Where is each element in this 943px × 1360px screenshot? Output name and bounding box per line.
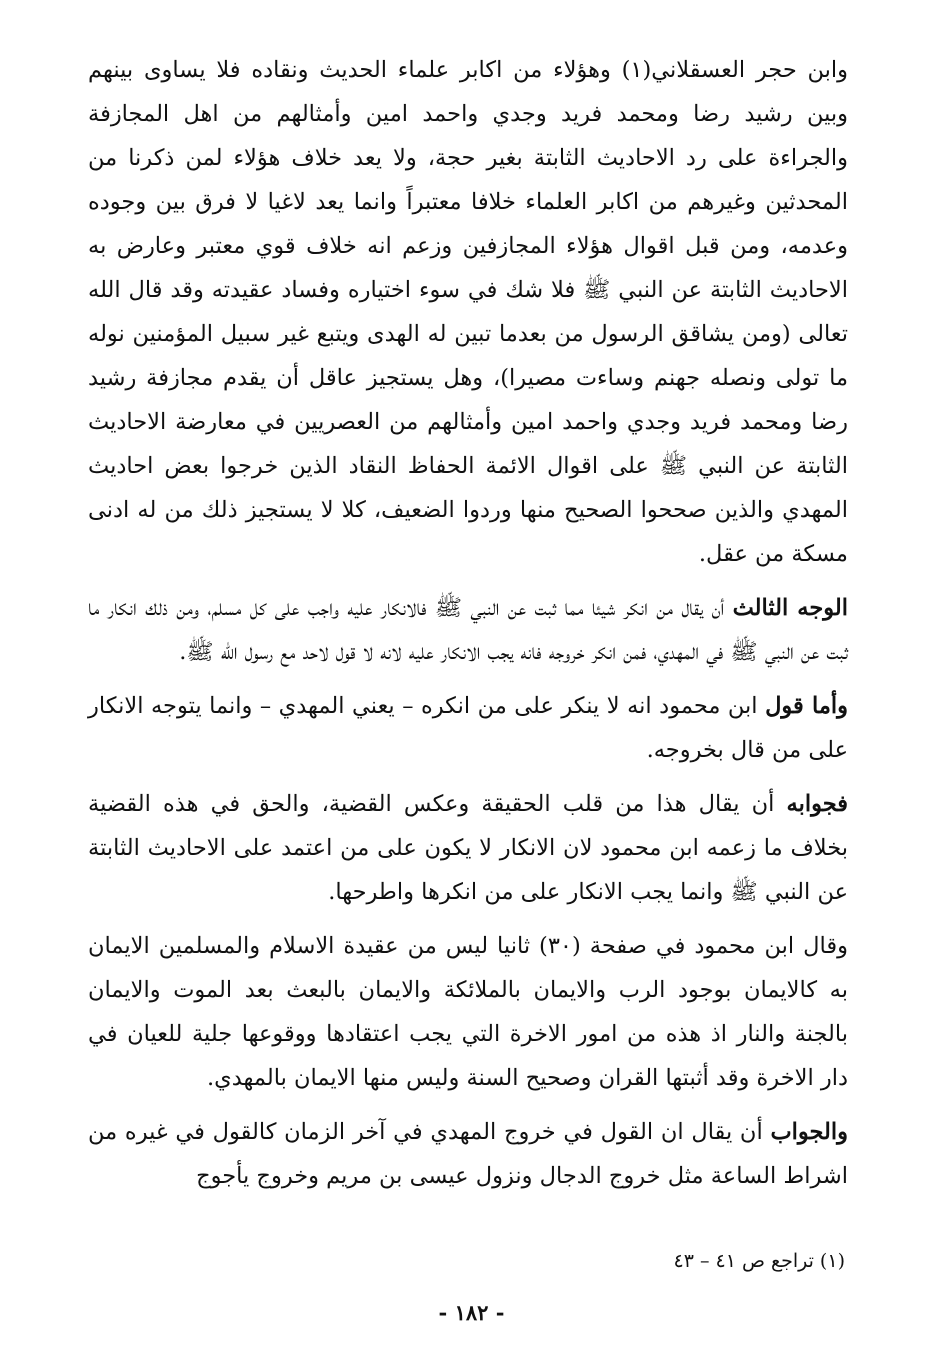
paragraph-2-lead: الوجه الثالث (732, 595, 848, 621)
paragraph-1 (88, 48, 848, 576)
paragraph-4-lead: فجوابه (786, 791, 848, 817)
paragraph-4 (88, 782, 848, 914)
paragraph-6-lead: والجواب (770, 1119, 848, 1145)
paragraph-2-text: أن يقال من انكر شيئا مما ثبت عن النبي ﷺ فالانكار عليه واجب على كل مسلم، ومن ذلك انكار ما ثبت عن النبي ﷺ في المهدي، فمن انكر خروجه فانه يجب الانكار عليه لانه لا قول لاحد مع رسول الله ﷺ. (88, 595, 848, 665)
page-number: - ١٨٢ - (438, 1300, 505, 1325)
paragraph-5-text: وقال ابن محمود في صفحة (٣٠) ثانيا ليس من عقيدة الاسلام والمسلمين الايمان به كالايمان بوجود الرب والايمان بالملائكة والايمان بالبعث بعد الموت والايمان بالجنة والنار اذ هذه من امور الاخرة التي يجب اعتقادها ووقوعها جلية للعيان في دار الاخرة وقد أثبتها القران وصحيح السنة وليس منها الايمان بالمهدي. (88, 933, 848, 1091)
paragraph-3-text: ابن محمود انه لا ينكر على من انكره – يعني المهدي – وانما يتوجه الانكار على من قال بخروجه. (88, 693, 848, 763)
paragraph-3 (88, 684, 848, 772)
paragraph-1-text: وابن حجر العسقلاني(١) وهؤلاء من اكابر علماء الحديث ونقاده فلا يساوى بينهم وبين رشيد رضا ومحمد فريد وجدي واحمد امين وأمثالهم من اهل المجازفة والجراءة على رد الاحاديث الثابتة بغير حجة، ولا يعد خلاف هؤلاء لمن ذكرنا من المحدثين وغيرهم من اكابر العلماء خلافا معتبراً وانما يعد لاغيا لا فرق بين وجوده وعدمه، ومن قبل اقوال هؤلاء المجازفين وزعم انه خلاف قوي معتبر وعارض به الاحاديث الثابتة عن النبي ﷺ فلا شك في سوء اختياره وفساد عقيدته وقد قال الله تعالى (ومن يشاقق الرسول من بعدما تبين له الهدى ويتبع غير سبيل المؤمنين نوله ما تولى ونصله جهنم وساءت مصيرا)، وهل يستجيز عاقل أن يقدم مجازفة رشيد رضا ومحمد فريد وجدي واحمد امين وأمثالهم من العصريين في معارضة الاحاديث الثابتة عن النبي ﷺ على اقوال الائمة الحفاظ النقاد الذين خرجوا بعض احاديث المهدي والذين صححوا الصحيح منها وردوا الضعيف، كلا لا يستجيز ذلك من له ادنى مسكة من عقل. (88, 57, 848, 567)
paragraph-4-text: أن يقال هذا من قلب الحقيقة وعكس القضية، والحق في هذه القضية بخلاف ما زعمه ابن محمود لان الانكار لا يكون على من اعتمد على الاحاديث الثابتة عن النبي ﷺ وانما يجب الانكار على من انكرها واطرحها. (88, 791, 848, 905)
footnote: (١) تراجع ص ٤١ – ٤٣ (673, 1250, 845, 1272)
paragraph-6-text: أن يقال ان القول في خروج المهدي في آخر الزمان كالقول في غيره من اشراط الساعة مثل خروج الدجال ونزول عيسى بن مريم وخروج يأجوج (88, 1119, 848, 1189)
paragraph-2 (88, 586, 848, 674)
page-body (88, 48, 848, 1198)
paragraph-3-lead: وأما قول (765, 693, 848, 719)
paragraph-5 (88, 924, 848, 1100)
paragraph-6 (88, 1110, 848, 1198)
